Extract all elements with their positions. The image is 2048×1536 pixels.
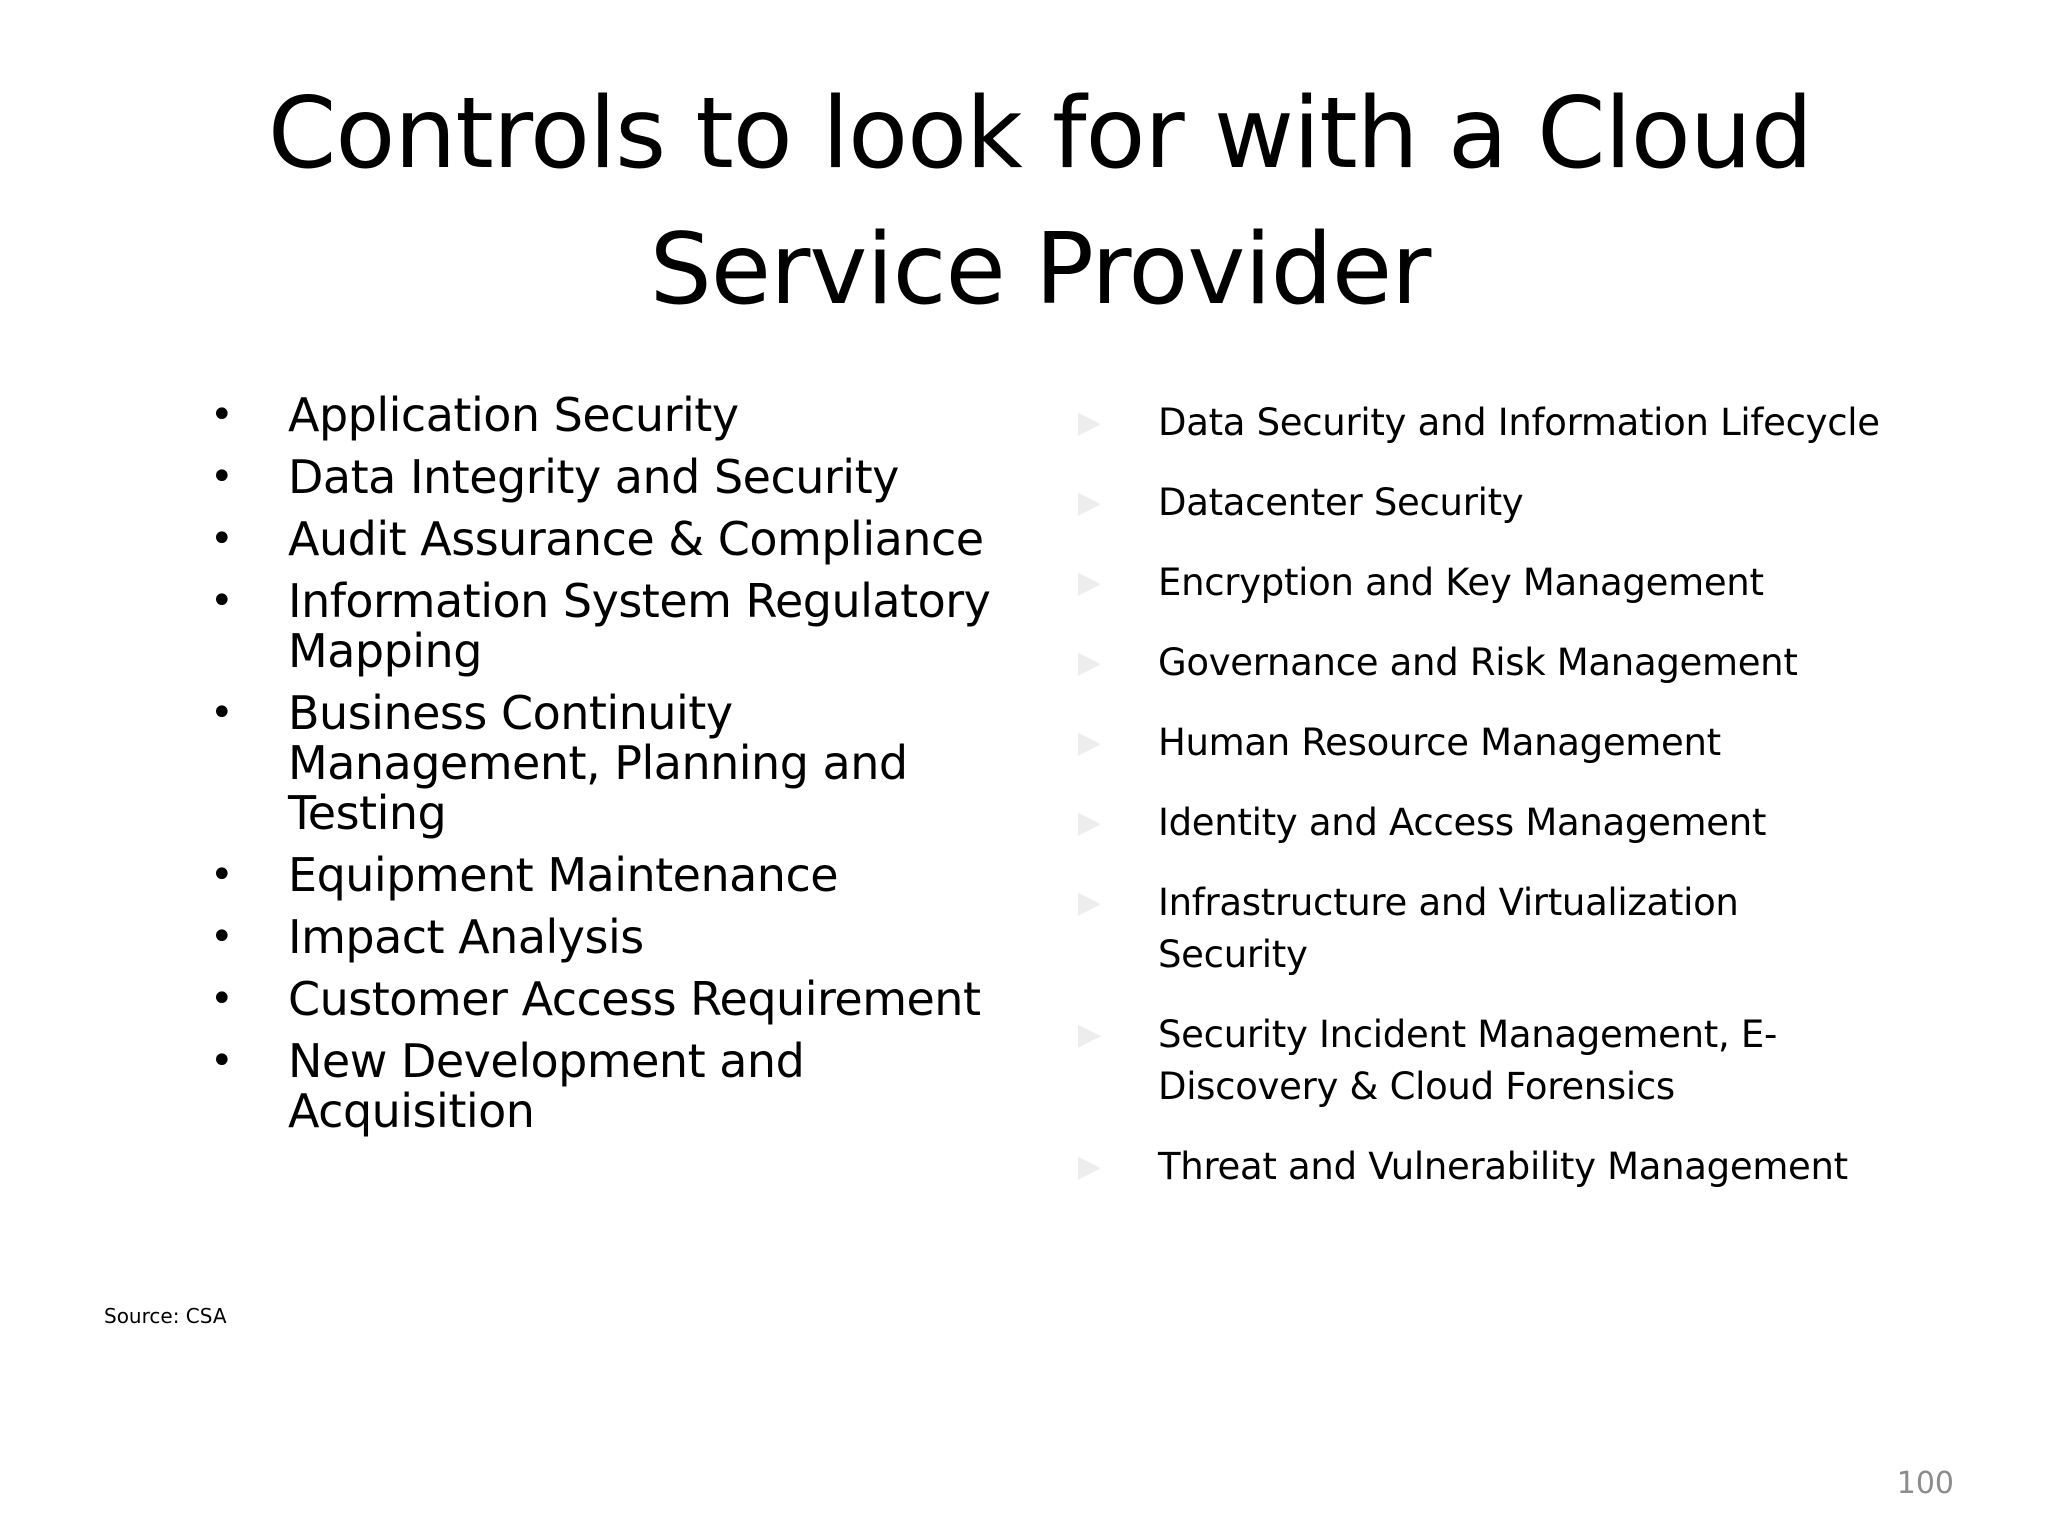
- list-item-text: Equipment Maintenance: [288, 848, 839, 902]
- arrow-bullet-icon: ▶: [1078, 1149, 1101, 1184]
- list-item-text: Application Security: [288, 388, 739, 442]
- list-item: [1078, 877, 1958, 981]
- list-item-text: Infrastructure and Virtualization Security: [1158, 881, 1739, 976]
- bullet-icon: •: [210, 976, 234, 1022]
- list-item: [200, 912, 1000, 962]
- list-item: [200, 688, 1000, 838]
- arrow-bullet-icon: ▶: [1078, 725, 1101, 760]
- title-line-1: Controls to look for with a Cloud: [267, 77, 1813, 191]
- list-item-text: Business Continuity Management, Planning and Testing: [288, 686, 908, 840]
- list-item-text: Information System Regulatory Mapping: [288, 574, 991, 678]
- list-item: [1078, 557, 1958, 609]
- list-item: [200, 452, 1000, 502]
- bullet-icon: •: [210, 392, 234, 438]
- bullet-icon: •: [210, 1038, 234, 1084]
- arrow-bullet-icon: ▶: [1078, 1017, 1101, 1052]
- slide-title: [180, 66, 1900, 338]
- arrow-bullet-icon: ▶: [1078, 485, 1101, 520]
- arrow-bullet-icon: ▶: [1078, 885, 1101, 920]
- list-item-text: Identity and Access Management: [1158, 801, 1767, 844]
- list-item: [1078, 717, 1958, 769]
- list-item: [200, 514, 1000, 564]
- list-item-text: Customer Access Requirement: [288, 972, 981, 1026]
- list-item: [200, 576, 1000, 676]
- title-line-2: Service Provider: [649, 213, 1431, 327]
- list-item-text: Governance and Risk Management: [1158, 641, 1798, 684]
- list-item: [1078, 797, 1958, 849]
- list-item-text: Encryption and Key Management: [1158, 561, 1764, 604]
- page-number: 100: [1896, 1466, 1954, 1501]
- bullet-icon: •: [210, 454, 234, 500]
- arrow-bullet-icon: ▶: [1078, 405, 1101, 440]
- list-item: [200, 850, 1000, 900]
- bullet-icon: •: [210, 914, 234, 960]
- list-item-text: Impact Analysis: [288, 910, 644, 964]
- bullet-icon: •: [210, 690, 234, 736]
- list-item-text: Human Resource Management: [1158, 721, 1721, 764]
- list-item-text: Security Incident Management, E- Discovery & Cloud Forensics: [1158, 1013, 1778, 1108]
- bullet-icon: •: [210, 852, 234, 898]
- list-item-text: Threat and Vulnerability Management: [1158, 1145, 1848, 1188]
- list-item: [1078, 397, 1958, 449]
- list-item: [1078, 477, 1958, 529]
- bullet-icon: •: [210, 578, 234, 624]
- list-item: [1078, 637, 1958, 689]
- list-item: [200, 974, 1000, 1024]
- arrow-bullet-icon: ▶: [1078, 645, 1101, 680]
- list-item: [1078, 1141, 1958, 1193]
- list-item-text: Audit Assurance & Compliance: [288, 512, 984, 566]
- list-item: [1078, 1009, 1958, 1113]
- arrow-bullet-icon: ▶: [1078, 805, 1101, 840]
- right-bullet-list: [1078, 397, 1958, 1221]
- source-note: Source: CSA: [104, 1304, 227, 1328]
- list-item: [200, 390, 1000, 440]
- list-item: [200, 1036, 1000, 1136]
- list-item-text: Datacenter Security: [1158, 481, 1524, 524]
- left-bullet-list: [200, 390, 1000, 1148]
- list-item-text: Data Security and Information Lifecycle: [1158, 401, 1880, 444]
- arrow-bullet-icon: ▶: [1078, 565, 1101, 600]
- list-item-text: New Development and Acquisition: [288, 1034, 805, 1138]
- list-item-text: Data Integrity and Security: [288, 450, 899, 504]
- bullet-icon: •: [210, 516, 234, 562]
